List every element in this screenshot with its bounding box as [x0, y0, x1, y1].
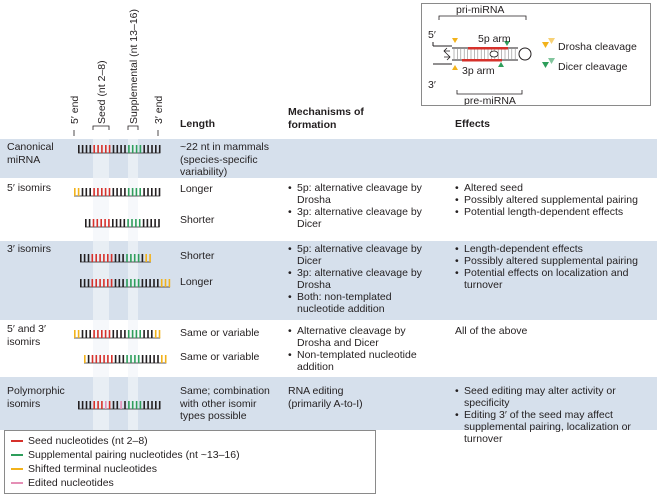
inset-dicer-mark-bottom — [498, 62, 504, 67]
header-mechanisms: Mechanisms of formation — [288, 106, 364, 131]
mechanism-item: • Non-templated nucleotide addition — [288, 349, 438, 373]
inset-5p-arm-label: 5p arm — [478, 33, 511, 45]
mechanism-item: • Alternative cleavage by Drosha and Dicer — [288, 325, 438, 349]
sequence-5prime-shorter — [85, 219, 160, 227]
row-label-5prime: 5′ isomirs — [7, 182, 51, 194]
inset-drosha-mark-bottom — [452, 65, 458, 70]
effect-item: • Seed editing may alter activity or specificity — [455, 385, 640, 409]
inset-5prime-end: 5′ — [428, 29, 436, 41]
length-3prime-longer: Longer — [180, 276, 213, 288]
inset-terminal-loop — [519, 48, 531, 60]
effect-item: • Altered seed — [455, 182, 650, 194]
legend-swatch — [11, 468, 23, 470]
header-supplemental: Supplemental (nt 13–16) — [128, 9, 140, 124]
legend-item-shifted — [11, 462, 369, 476]
legend-swatch — [11, 440, 23, 442]
inset-pri-label: pri-miRNA — [456, 4, 505, 16]
inset-bulge — [490, 51, 498, 57]
row-label-3prime: 3′ isomirs — [7, 243, 51, 255]
pri-mirna-diagram — [422, 4, 650, 105]
mechanism-item: • 3p: alternative cleavage by Drosha — [288, 267, 438, 291]
length-3prime-shorter: Shorter — [180, 250, 215, 262]
effect-item: • Possibly altered supplemental pairing — [455, 194, 650, 206]
effect-item: • Editing 3′ of the seed may affect supplemental pairing, localization or turnover — [455, 409, 640, 445]
length-5and3-a: Same or variable — [180, 327, 260, 339]
inset-5p-arm-strand — [468, 47, 508, 50]
color-legend — [4, 430, 376, 494]
legend-label: Edited nucleotides — [28, 477, 114, 489]
length-5and3-b: Same or variable — [180, 351, 260, 363]
length-polymorphic: Same; combination with other isomir types possible — [180, 385, 270, 422]
header-seed: Seed (nt 2–8) — [96, 60, 108, 124]
sequence-5prime-longer — [74, 188, 160, 196]
row-label-5and3: 5′ and 3′ isomirs — [7, 323, 46, 348]
length-5prime-longer: Longer — [180, 183, 213, 195]
legend-label: Supplemental pairing nucleotides (nt ~13–16) — [28, 449, 240, 461]
sequence-5and3-a — [74, 330, 160, 338]
inset-3p-arm-strand — [462, 59, 502, 62]
inset-3p-arm-label: 3p arm — [462, 65, 495, 77]
legend-item-seed — [11, 434, 369, 448]
sequence-5and3-b — [84, 355, 167, 363]
legend-swatch — [11, 482, 23, 484]
legend-item-supplemental — [11, 448, 369, 462]
header-5prime-end: 5′ end — [69, 95, 81, 124]
inset-base-pairs — [454, 49, 515, 59]
mechanism-item: • 5p: alternative cleavage by Dicer — [288, 243, 438, 267]
legend-drosha-label: Drosha cleavage — [558, 41, 637, 53]
legend-dicer-label: Dicer cleavage — [558, 61, 628, 73]
pri-mirna-inset — [421, 3, 651, 106]
row-label-polymorphic: Polymorphic isomirs — [7, 385, 65, 410]
mechanism-item: • 5p: alternative cleavage by Drosha — [288, 182, 438, 206]
legend-label: Seed nucleotides (nt 2–8) — [28, 435, 148, 447]
effect-item: • Possibly altered supplemental pairing — [455, 255, 650, 267]
legend-item-edited — [11, 476, 369, 490]
inset-3prime-end: 3′ — [428, 79, 436, 91]
legend-swatch — [11, 454, 23, 456]
effect-item: • Potential effects on localization and turnover — [455, 267, 650, 291]
mechanism-polymorphic: RNA editing (primarily A-to-I) — [288, 385, 363, 410]
row-label-canonical: Canonical miRNA — [7, 141, 54, 166]
header-3prime-end: 3′ end — [153, 95, 165, 124]
effect-item: • Length-dependent effects — [455, 243, 650, 255]
dicer-cleavage-icon — [542, 58, 555, 68]
length-canonical: ~22 nt in mammals (species-specific variability) — [180, 141, 269, 178]
sequence-polymorphic — [78, 401, 161, 409]
effects-5and3: All of the above — [455, 325, 528, 337]
sequence-3prime-longer — [80, 279, 170, 287]
mechanism-item: • 3p: alternative cleavage by Dicer — [288, 206, 438, 230]
length-5prime-shorter: Shorter — [180, 214, 215, 226]
effect-item: • Potential length-dependent effects — [455, 206, 650, 218]
inset-drosha-mark-top — [452, 38, 458, 43]
header-length: Length — [180, 118, 215, 130]
legend-label: Shifted terminal nucleotides — [28, 463, 157, 475]
sequence-3prime-shorter — [80, 254, 151, 262]
inset-pre-label: pre-miRNA — [464, 95, 516, 105]
drosha-cleavage-icon — [542, 38, 555, 48]
header-effects: Effects — [455, 118, 491, 130]
mechanism-item: • Both: non-templated nucleotide addition — [288, 291, 438, 315]
sequence-canonical — [78, 145, 161, 153]
